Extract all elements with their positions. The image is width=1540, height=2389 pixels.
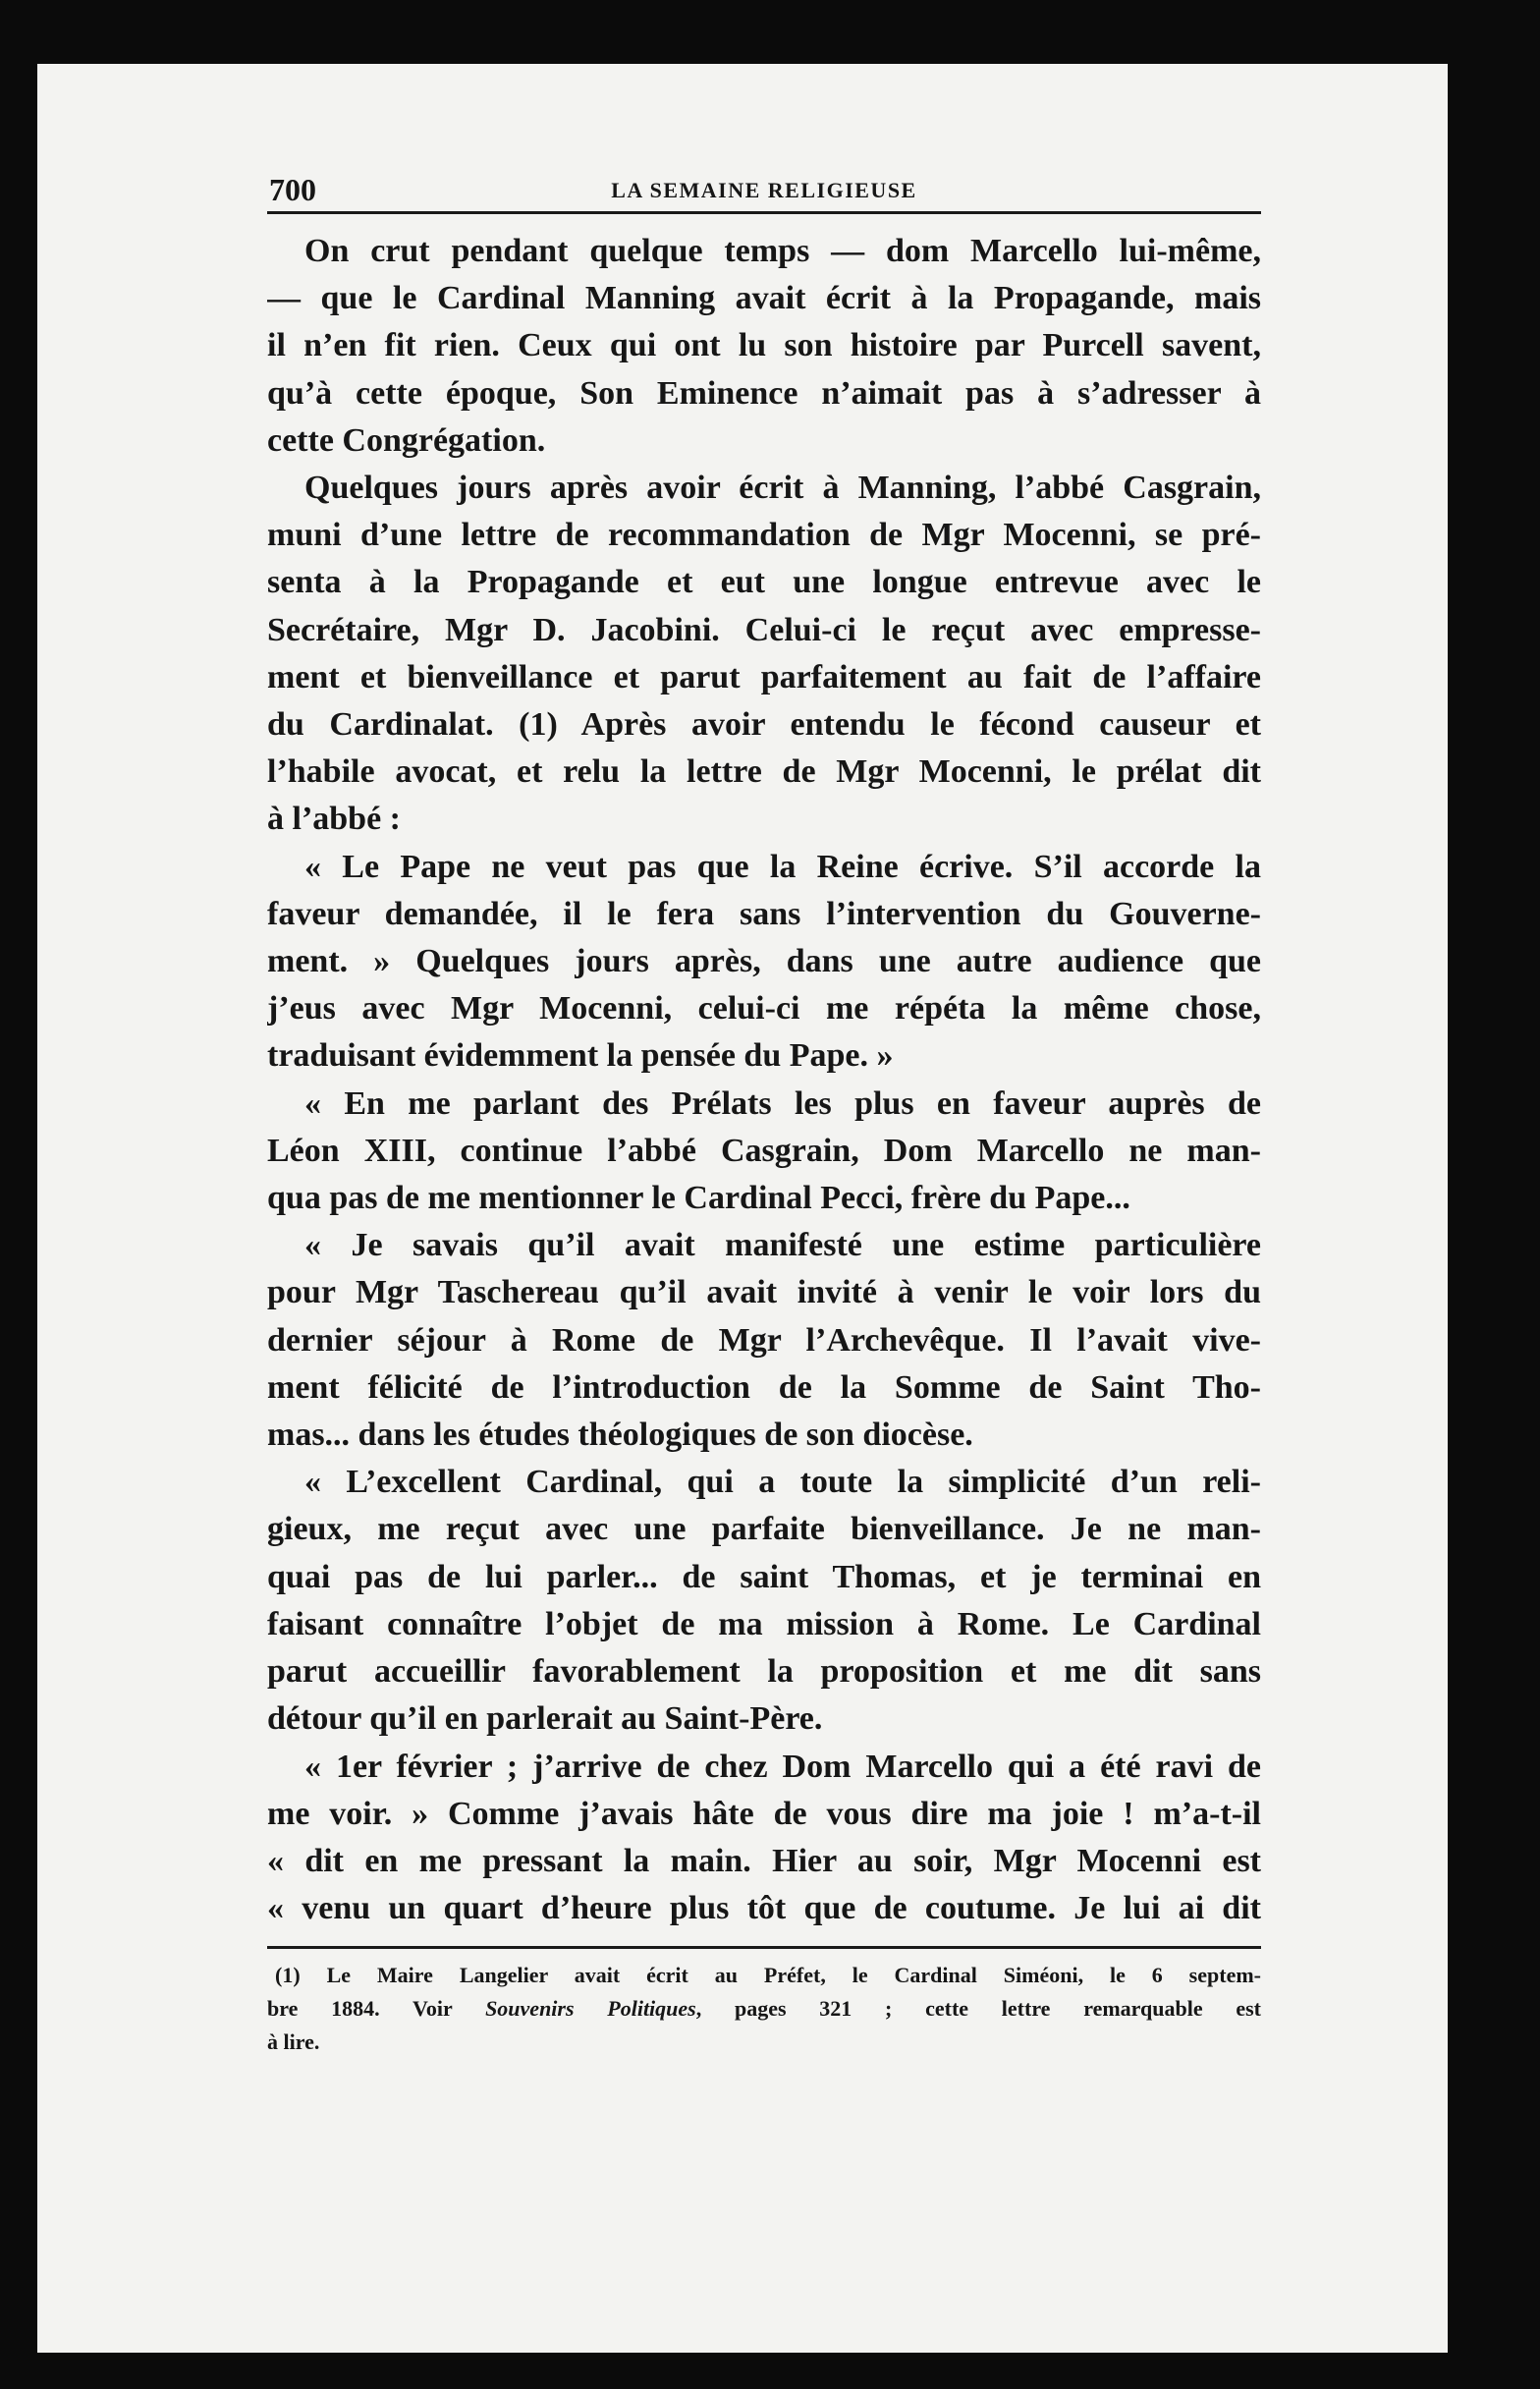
text-line: « venu un quart d’heure plus tôt que de coutume. Je lui ai dit (267, 1890, 1261, 1927)
text-line: gieux, me reçut avec une parfaite bienveillance. Je ne man- (267, 1511, 1261, 1548)
paragraph (267, 1459, 1261, 1743)
text-line: à l’abbé : (267, 801, 401, 838)
text-line: Quelques jours après avoir écrit à Manning, l’abbé Casgrain, (304, 470, 1261, 507)
body-text (267, 228, 1261, 1932)
footnote-book-title: Souvenirs Politiques (485, 1996, 696, 2022)
text-line: Secrétaire, Mgr D. Jacobini. Celui-ci le reçut avec empresse- (267, 611, 1261, 648)
text-line: qua pas de me mentionner le Cardinal Pecci, frère du Pape... (267, 1180, 1130, 1217)
text-line: — que le Cardinal Manning avait écrit à la Propagande, mais (267, 280, 1261, 317)
text-line: On crut pendant quelque temps — dom Marcello lui-même, (304, 233, 1261, 269)
text-line: pour Mgr Taschereau qu’il avait invité à venir le voir lors du (267, 1274, 1261, 1311)
text-line: ment et bienveillance et parut parfaitement au fait de l’affaire (267, 658, 1261, 695)
paragraph (267, 1222, 1261, 1459)
text-line: j’eus avec Mgr Mocenni, celui-ci me répéta la même chose, (267, 990, 1261, 1028)
text-line: parut accueillir favorablement la proposition et me dit sans (267, 1653, 1261, 1691)
text-line: faveur demandée, il le fera sans l’intervention du Gouverne- (267, 895, 1261, 932)
text-line: « Je savais qu’il avait manifesté une estime particulière (304, 1227, 1261, 1264)
paragraph (267, 844, 1261, 1081)
text-line: ment. » Quelques jours après, dans une autre audience que (267, 943, 1261, 980)
paragraph (267, 1081, 1261, 1223)
text-line: « Le Pape ne veut pas que la Reine écrive. S’il accorde la (304, 848, 1261, 885)
text-line: quai pas de lui parler... de saint Thomas, et je terminai en (267, 1558, 1261, 1595)
text-line: qu’à cette époque, Son Eminence n’aimait pas à s’adresser à (267, 374, 1261, 412)
book-page (267, 172, 1261, 2059)
text-line: du Cardinalat. (1) Après avoir entendu le fécond causeur et (267, 706, 1261, 744)
running-header (267, 172, 1261, 214)
text-line: « dit en me pressant la main. Hier au soir, Mgr Mocenni est (267, 1842, 1261, 1879)
text-line: « L’excellent Cardinal, qui a toute la simplicité d’un reli- (304, 1464, 1261, 1501)
text-line: faisant connaître l’objet de ma mission à Rome. Le Cardinal (267, 1605, 1261, 1642)
text-line: cette Congrégation. (267, 421, 546, 459)
paragraph (267, 465, 1261, 844)
text-line: dernier séjour à Rome de Mgr l’Archevêque. Il l’avait vive- (267, 1321, 1261, 1359)
text-line: mas... dans les études théologiques de son diocèse. (267, 1417, 973, 1454)
text-line: « 1er février ; j’arrive de chez Dom Marcello qui a été ravi de (304, 1748, 1261, 1785)
text-line: détour qu’il en parlerait au Saint-Père. (267, 1700, 823, 1738)
text-line: traduisant évidemment la pensée du Pape. » (267, 1037, 894, 1075)
text-line: me voir. » Comme j’avais hâte de vous dire ma joie ! m’a-t-il (267, 1795, 1261, 1832)
footnote-line: à lire. (267, 2029, 320, 2055)
paragraph (267, 1744, 1261, 1933)
page-number: 700 (269, 172, 316, 207)
footnote (267, 1959, 1261, 2059)
text-line: il n’en fit rien. Ceux qui ont lu son histoire par Purcell savent, (267, 327, 1261, 364)
text-line: ment félicité de l’introduction de la Somme de Saint Tho- (267, 1368, 1261, 1406)
text-line: muni d’une lettre de recommandation de Mgr Mocenni, se pré- (267, 517, 1261, 554)
text-line: Léon XIII, continue l’abbé Casgrain, Dom Marcello ne man- (267, 1132, 1261, 1169)
footnote-line: (1) Le Maire Langelier avait écrit au Préfet, le Cardinal Siméoni, le 6 septem- (275, 1963, 1261, 1988)
footnote-line: bre 1884. Voir Souvenirs Politiques, pages 321 ; cette lettre remarquable est (267, 1996, 1262, 2022)
text-line: l’habile avocat, et relu la lettre de Mgr Mocenni, le prélat dit (267, 753, 1261, 791)
paragraph (267, 228, 1261, 465)
footnote-rule (267, 1946, 1261, 1949)
text-line: senta à la Propagande et eut une longue entrevue avec le (267, 564, 1261, 601)
text-line: « En me parlant des Prélats les plus en faveur auprès de (304, 1084, 1261, 1122)
running-title: LA SEMAINE RELIGIEUSE (611, 178, 917, 202)
